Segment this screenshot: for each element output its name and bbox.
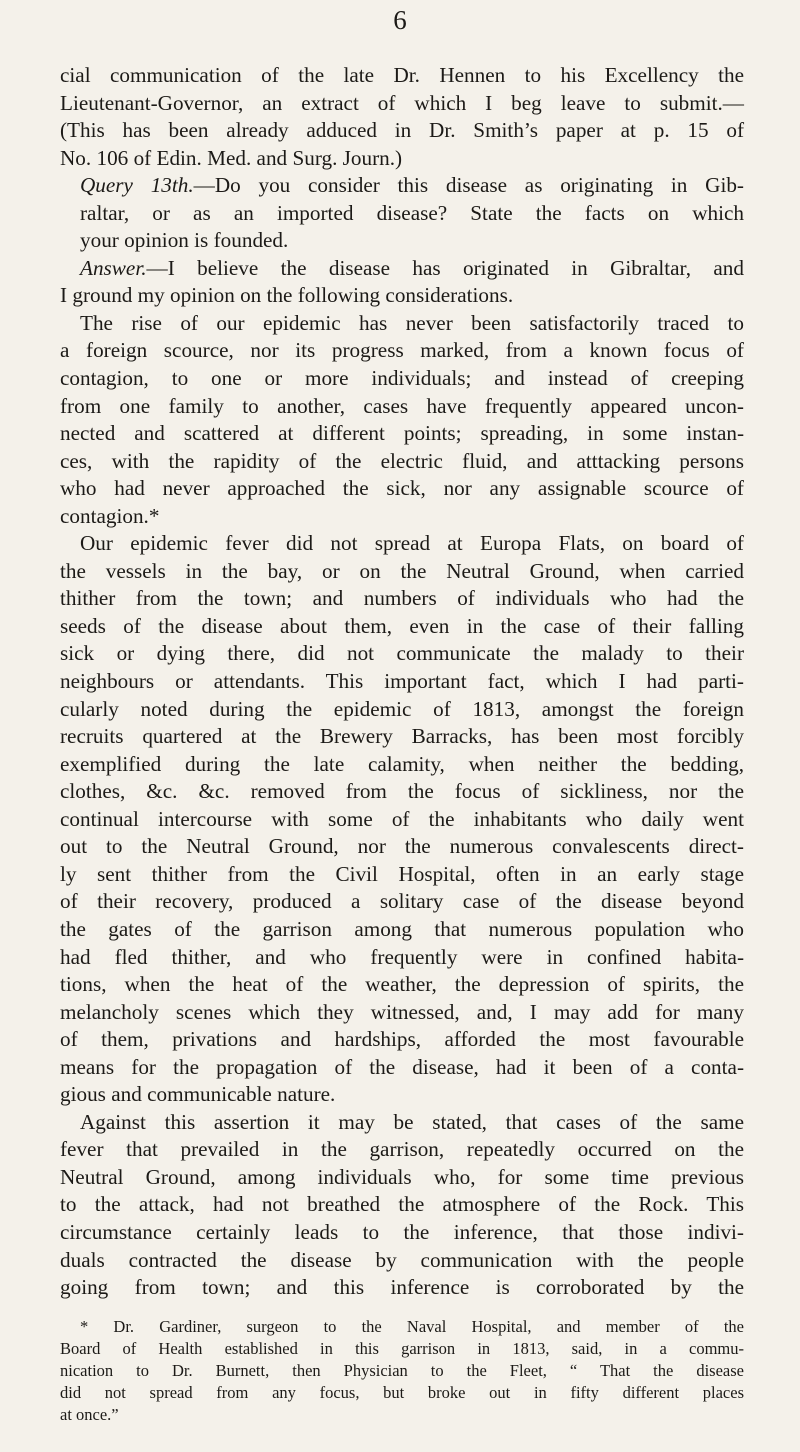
text-line: ces, with the rapidity of the electric fluid, and atttacking persons	[60, 448, 744, 473]
text-line: exemplified during the late calamity, when neither the bedding,	[60, 751, 744, 776]
text-line: Lieutenant-Governor, an extract of which I beg leave to submit.—	[60, 90, 744, 115]
text-line: going from town; and this inference is corroborated by the	[60, 1275, 744, 1300]
text-line: Against this assertion it may be stated, that cases of the same	[80, 1109, 744, 1134]
paragraph	[60, 1109, 744, 1302]
text-line: seeds of the disease about them, even in the case of their falling	[60, 613, 744, 638]
text-line: contagion.*	[60, 503, 160, 528]
answer-label: Answer.	[80, 255, 147, 280]
query-label: Query 13th.	[80, 173, 194, 198]
text-line: Query 13th.—Do you consider this disease as originating in Gib-	[80, 173, 744, 198]
text-line: fever that prevailed in the garrison, repeatedly occurred on the	[60, 1137, 744, 1162]
page-number: 6	[393, 5, 407, 35]
text-line: gious and communicable nature.	[60, 1082, 336, 1107]
text-line: your opinion is founded.	[80, 228, 289, 253]
text-line: melancholy scenes which they witnessed, and, I may add for many	[60, 999, 744, 1024]
text-line: contagion, to one or more individuals; and instead of creeping	[60, 366, 744, 391]
text-line: cularly noted during the epidemic of 1813, amongst the foreign	[60, 696, 744, 721]
text-line: Answer.—I believe the disease has originated in Gibraltar, and	[80, 255, 744, 280]
paragraph-query	[60, 172, 744, 255]
footnote	[60, 1316, 744, 1426]
footnote-line: Board of Health established in this garrison in 1813, said, in a commu-	[60, 1339, 744, 1358]
text-line: cial communication of the late Dr. Hennen to his Excellency the	[60, 63, 744, 87]
text-line: I ground my opinion on the following considerations.	[60, 283, 514, 308]
footnote-line: * Dr. Gardiner, surgeon to the Naval Hospital, and member of the	[80, 1317, 744, 1336]
text-line: of them, privations and hardships, afforded the most favourable	[60, 1027, 744, 1052]
text-line: raltar, or as an imported disease? State the facts on which	[80, 200, 744, 225]
text-line: of their recovery, produced a solitary case of the disease beyond	[60, 889, 744, 914]
text-line: ly sent thither from the Civil Hospital, often in an early stage	[60, 861, 744, 886]
paragraph	[60, 310, 744, 530]
text-line: the gates of the garrison among that numerous population who	[60, 916, 744, 941]
footnote-line: nication to Dr. Burnett, then Physician to the Fleet, “ That the disease	[60, 1361, 744, 1380]
text-line: thither from the town; and numbers of individuals who had the	[60, 586, 744, 611]
text-line: neighbours or attendants. This important fact, which I had parti-	[60, 669, 744, 694]
text-line: The rise of our epidemic has never been satisfactorily traced to	[80, 310, 744, 335]
paragraph	[60, 530, 744, 1108]
text-line: who had never approached the sick, nor any assignable scource of	[60, 476, 744, 501]
text-line: tions, when the heat of the weather, the depression of spirits, the	[60, 972, 744, 997]
text-line: Our epidemic fever did not spread at Europa Flats, on board of	[80, 531, 744, 556]
text-line: clothes, &c. &c. removed from the focus of sickliness, nor the	[60, 779, 744, 804]
text-line: recruits quartered at the Brewery Barracks, has been most forcibly	[60, 724, 744, 749]
paragraph-answer	[60, 255, 744, 310]
text-line: duals contracted the disease by communication with the people	[60, 1247, 744, 1272]
text-line: continual intercourse with some of the inhabitants who daily went	[60, 806, 744, 831]
text-line: from one family to another, cases have frequently appeared uncon-	[60, 393, 744, 418]
text-line: Neutral Ground, among individuals who, for some time previous	[60, 1164, 744, 1189]
text-line: out to the Neutral Ground, nor the numerous convalescents direct-	[60, 834, 744, 859]
footnote-line: at once.”	[60, 1405, 119, 1424]
text-line: (This has been already adduced in Dr. Smith’s paper at p. 15 of	[60, 118, 744, 143]
body-text	[60, 62, 744, 1302]
paragraph-continuation	[60, 62, 744, 172]
text-line: a foreign scource, nor its progress marked, from a known focus of	[60, 338, 744, 363]
text-line: the vessels in the bay, or on the Neutral Ground, when carried	[60, 558, 744, 583]
text-line: nected and scattered at different points; spreading, in some instan-	[60, 421, 744, 446]
text-line: had fled thither, and who frequently were in confined habita-	[60, 944, 744, 969]
text-line: circumstance certainly leads to the inference, that those indivi-	[60, 1219, 744, 1244]
text-line: means for the propagation of the disease, had it been of a conta-	[60, 1054, 744, 1079]
text-line: sick or dying there, did not communicate the malady to their	[60, 641, 744, 666]
footnote-line: did not spread from any focus, but broke out in fifty different places	[60, 1383, 744, 1402]
text-line: to the attack, had not breathed the atmosphere of the Rock. This	[60, 1192, 744, 1217]
text-line: No. 106 of Edin. Med. and Surg. Journ.)	[60, 145, 403, 170]
